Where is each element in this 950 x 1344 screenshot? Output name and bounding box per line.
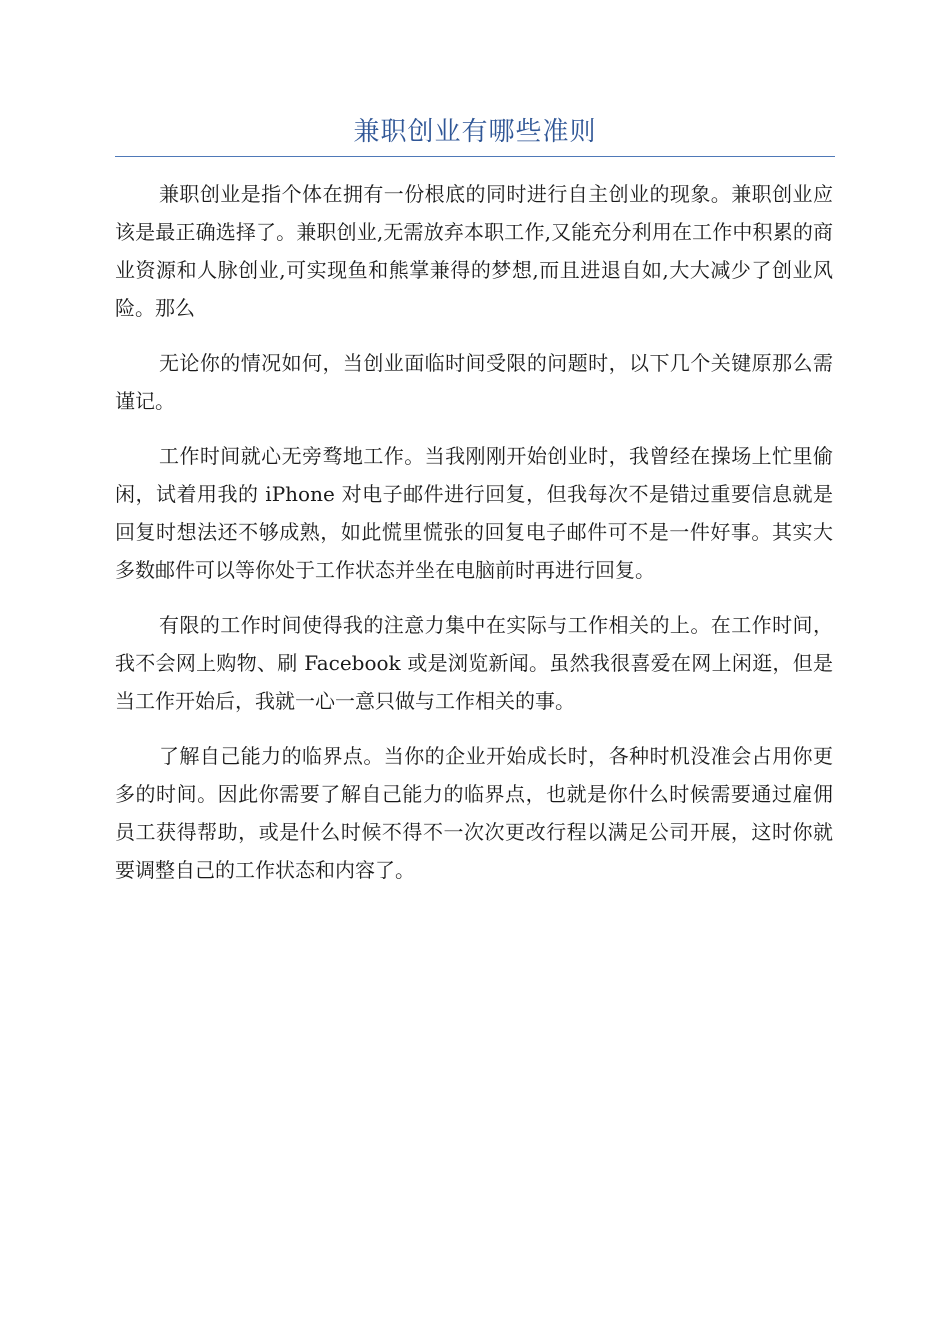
- paragraph-2: 无论你的情况如何，当创业面临时间受限的问题时，以下几个关键原那么需谨记。: [115, 351, 833, 413]
- paragraph-1: 兼职创业是指个体在拥有一份根底的同时进行自主创业的现象。兼职创业应该是最正确选择了。兼职创业,无需放弃本职工作,又能充分利用在工作中积累的商业资源和人脉创业,可实现鱼和熊掌兼得的梦想,而且进退自如,大大减少了创业风险。那么: [115, 182, 833, 320]
- paragraph-4: 有限的工作时间使得我的注意力集中在实际与工作相关的上。在工作时间，我不会网上购物、刷 Facebook 或是浏览新闻。虽然我很喜爱在网上闲逛，但是当工作开始后，我就一心一意只做与工作相关的事。: [115, 613, 833, 713]
- title-block: [115, 112, 835, 157]
- paragraph-3: 工作时间就心无旁骛地工作。当我刚刚开始创业时，我曾经在操场上忙里偷闲，试着用我的 iPhone 对电子邮件进行回复，但我每次不是错过重要信息就是回复时想法还不够成熟，如此慌里慌张的回复电子邮件可不是一件好事。其实大多数邮件可以等你处于工作状态并坐在电脑前时再进行回复。: [115, 444, 833, 582]
- document-title: 兼职创业有哪些准则: [353, 117, 597, 147]
- paragraph-5: 了解自己能力的临界点。当你的企业开始成长时，各种时机没准会占用你更多的时间。因此你需要了解自己能力的临界点，也就是你什么时候需要通过雇佣员工获得帮助，或是什么时候不得不一次次更改行程以满足公司开展，这时你就要调整自己的工作状态和内容了。: [115, 744, 833, 882]
- document-body: [115, 175, 833, 906]
